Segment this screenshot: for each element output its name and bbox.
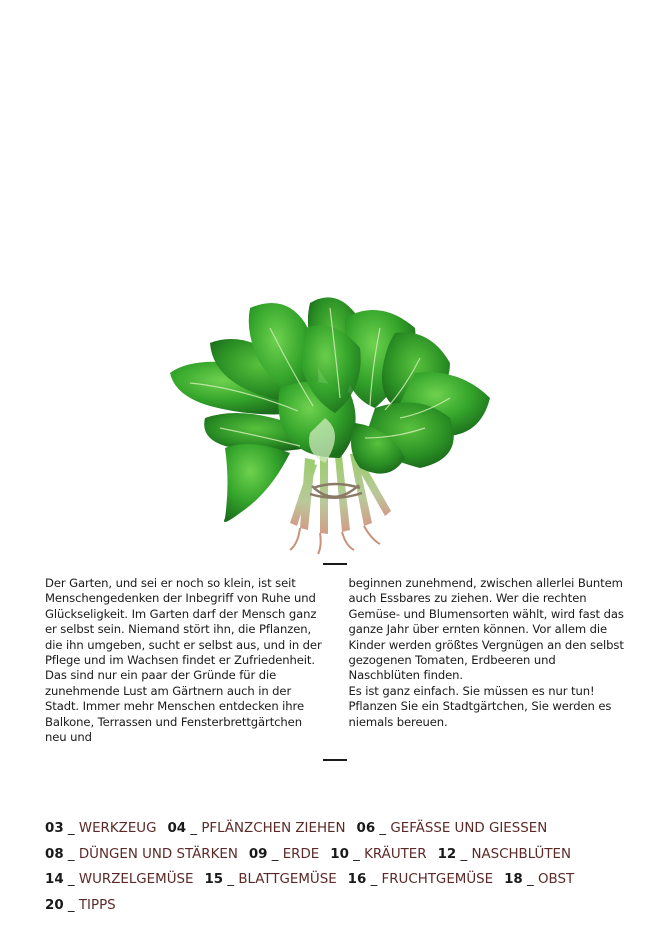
- toc-separator: _: [267, 846, 283, 862]
- toc-entry[interactable]: [204, 872, 336, 887]
- intro-paragraph: Der Garten, und sei er noch so klein, ist seit Menschengedenken der Inbegriff von Ruhe und Glückseligkeit. Im Garten darf der Mensch ganz er selbst sein. Niemand stört ihn, die Pflanzen, die ihn umgeben, sucht er selbst aus, und in der Pflege und im Wachsen findet er Zufriedenheit. Das sind nur ein paar der Gründe für die zunehmende Lust am Gärtnern auch in der Stadt. Immer mehr Menschen entdecken ihre Balkone, Terrassen und Fensterbrettgärtchen neu und: [45, 576, 322, 745]
- toc-line: [45, 816, 645, 842]
- toc-chapter-title: DÜNGEN UND STÄRKEN: [78, 846, 238, 862]
- toc-entry[interactable]: [438, 847, 571, 862]
- toc-chapter-title: FRUCHTGEMÜSE: [381, 872, 494, 887]
- toc-chapter-title: WERKZEUG: [78, 821, 157, 836]
- toc-page-number: 08: [45, 846, 64, 862]
- toc-entry[interactable]: [45, 898, 116, 913]
- toc-chapter-title: TIPPS: [78, 897, 116, 913]
- toc-separator: _: [456, 846, 472, 862]
- toc-entry[interactable]: [348, 872, 493, 887]
- toc-line: [45, 842, 645, 868]
- table-of-contents: [45, 816, 645, 918]
- toc-chapter-title: NASCHBLÜTEN: [471, 846, 571, 862]
- toc-page-number: 04: [167, 821, 187, 836]
- toc-entry[interactable]: [357, 821, 548, 836]
- toc-page-number: 20: [45, 897, 64, 913]
- toc-separator: _: [522, 872, 538, 887]
- toc-separator: _: [63, 897, 79, 913]
- toc-page-number: 06: [356, 821, 376, 836]
- spinach-bunch-image: [150, 288, 510, 558]
- toc-page-number: 15: [204, 872, 224, 887]
- toc-page-number: 14: [45, 872, 64, 887]
- toc-separator: _: [366, 872, 382, 887]
- toc-page-number: 03: [45, 821, 64, 836]
- toc-separator: _: [63, 821, 79, 836]
- toc-page-number: 18: [504, 872, 523, 887]
- toc-entry[interactable]: [504, 872, 574, 887]
- intro-text: [45, 576, 630, 745]
- toc-chapter-title: OBST: [537, 872, 575, 887]
- toc-page-number: 10: [330, 846, 349, 862]
- intro-column-right: [349, 576, 631, 745]
- toc-separator: _: [348, 846, 365, 862]
- toc-chapter-title: PFLÄNZCHEN ZIEHEN: [201, 821, 346, 836]
- toc-chapter-title: BLATTGEMÜSE: [238, 872, 337, 887]
- toc-separator: _: [223, 872, 239, 887]
- toc-chapter-title: GEFÄSSE UND GIESSEN: [390, 821, 548, 836]
- spinach-leaves: [170, 297, 490, 522]
- intro-paragraph: Es ist ganz einfach. Sie müssen es nur tun! Pflanzen Sie ein Stadtgärtchen, Sie werden es niemals bereuen.: [348, 683, 612, 729]
- divider-top: [323, 563, 347, 565]
- toc-separator: _: [63, 846, 79, 862]
- toc-line: [45, 867, 645, 893]
- intro-paragraph: beginnen zunehmend, zwischen allerlei Buntem auch Essbares zu ziehen. Wer die rechten Gemüse- und Blumensorten wählt, wird fast das ganze Jahr über ernten können. Vor allem die Kinder werden größtes Vergnügen an den selbst gezogenen Tomaten, Erdbeeren und Naschblüten finden.: [348, 576, 624, 683]
- toc-chapter-title: WURZELGEMÜSE: [78, 872, 194, 887]
- toc-entry[interactable]: [167, 821, 345, 836]
- toc-chapter-title: KRÄUTER: [364, 846, 427, 862]
- toc-entry[interactable]: [45, 872, 193, 887]
- toc-separator: _: [63, 872, 79, 887]
- toc-chapter-title: ERDE: [282, 846, 320, 862]
- toc-page-number: 16: [347, 872, 367, 887]
- toc-separator: _: [375, 821, 391, 836]
- toc-separator: _: [186, 821, 202, 836]
- toc-page-number: 09: [248, 846, 268, 862]
- toc-entry[interactable]: [249, 847, 319, 862]
- toc-line: [45, 893, 645, 919]
- toc-page-number: 12: [437, 846, 457, 862]
- toc-entry[interactable]: [45, 847, 238, 862]
- divider-bottom: [323, 759, 347, 761]
- toc-entry[interactable]: [45, 821, 156, 836]
- intro-column-left: [45, 576, 327, 745]
- toc-entry[interactable]: [330, 847, 426, 862]
